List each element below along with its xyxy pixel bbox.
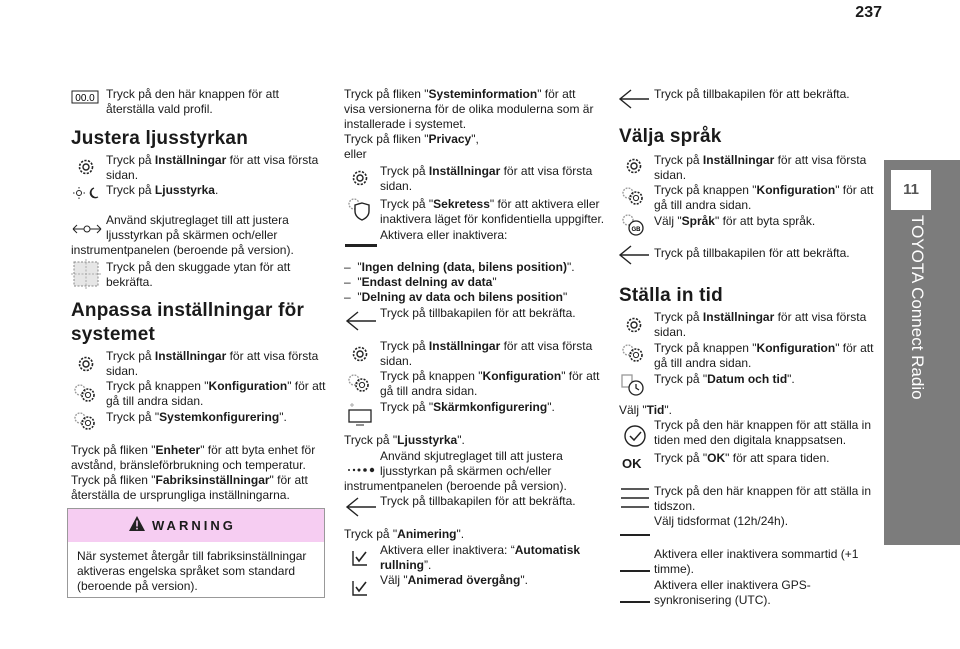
t1-text: Tryck på Inställningar för att visa första [654,310,867,324]
list-item-2: – "Endast delning av data" [344,275,497,289]
t5-text: Tryck på den här knappen för att ställa in [654,418,872,432]
checkbox-icon [352,580,368,601]
t4-text: Välj "Tid". [619,403,672,417]
b1-text: Tryck på Inställningar för att visa första [106,153,319,167]
b3b-text: ljusstyrkan på skärmen och/eller [106,228,278,242]
warning-text-1: När systemet återgår till fabriksinställningar [77,549,307,563]
brightness-icon [72,186,100,205]
t8-text: Välj tidsformat (12h/24h). [654,514,789,528]
heading-brightness: Justera ljusstyrkan [71,128,248,149]
e2b-text: rullning”. [380,558,432,572]
g1b-text: sidan. [654,168,687,182]
p1d-text: återställa de ursprungliga inställningarna. [71,488,290,502]
gear-icon [76,157,96,182]
d1-text: Tryck på "Ljusstyrka". [344,433,465,447]
b4b-text: bekräfta. [106,275,153,289]
d2c-text: instrumentpanelen (beroende på version). [344,479,567,493]
a6-text: Tryck på Inställningar för att visa första [380,164,593,178]
menu-icon [620,487,650,514]
t9b-text: timme). [654,562,694,576]
g2-text: Tryck på knappen "Konfiguration" för att [654,183,874,197]
s1-text: Tryck på Inställningar för att visa första [106,349,319,363]
brightness-dots-icon [346,461,376,479]
e3-text: Välj "Animerad övergång". [380,573,528,587]
back3-text: Tryck på tillbakapilen för att bekräfta. [654,246,850,260]
t2-text: Tryck på knappen "Konfiguration" för att [654,341,874,355]
back-arrow-icon [345,496,377,523]
chapter-number: 11 [891,170,931,210]
b3-text: Använd skjutreglaget till att justera [106,213,289,227]
chapter-title: TOYOTA Connect Radio [908,215,927,400]
gear-icon [624,156,644,181]
t6-text: Tryck på "OK" för att spara tiden. [654,451,830,465]
toggle-icon [620,560,650,578]
gear-pair-icon [72,382,98,409]
reset-text-2: återställa vald profil. [106,102,213,116]
c2b-text: gå till andra sidan. [380,384,478,398]
b2-text: Tryck på Ljusstyrka. [106,183,219,197]
toggle-icon [620,591,650,609]
gear-pair-icon [620,342,646,369]
back-arrow-icon [345,310,377,337]
t3-text: Tryck på "Datum och tid". [654,372,795,386]
calendar-icon [620,373,646,402]
g1-text: Tryck på Inställningar för att visa första [654,153,867,167]
heading-system-2: systemet [71,324,155,345]
reset-icon [71,90,99,109]
a2-text: visa versionerna för de olika modulerna som är [344,102,594,116]
back-arrow-icon [618,88,650,115]
c1-text: Tryck på Inställningar för att visa första [380,339,593,353]
t7-text: Tryck på den här knappen för att ställa in [654,484,872,498]
a4-text: Tryck på fliken "Privacy", [344,132,479,146]
e1-text: Tryck på "Animering". [344,527,465,541]
back2-text: Tryck på tillbakapilen för att bekräfta. [380,494,576,508]
t2b-text: gå till andra sidan. [654,356,752,370]
t9-text: Aktivera eller inaktivera sommartid (+1 [654,547,859,561]
a8-text: Aktivera eller inaktivera: [380,228,508,242]
p1-text: Tryck på fliken "Enheter" för att byta enhet för [71,443,316,457]
gear-icon [350,168,370,193]
gear-pair-icon [620,185,646,212]
b3c-text: instrumentpanelen (beroende på version). [71,243,294,257]
a1-text: Tryck på fliken "Systeminformation" för att [344,87,576,101]
d2-text: Använd skjutreglaget till att justera [380,449,563,463]
reset-text-1: Tryck på den här knappen för att [106,87,279,101]
gear-icon [624,315,644,340]
checkbox-icon [352,550,368,571]
t10b-text: synkronisering (UTC). [654,593,771,607]
slider-icon [72,222,102,240]
c1b-text: sidan. [380,354,413,368]
toggle-icon [345,237,377,255]
t1b-text: sidan. [654,325,687,339]
warning-header [68,509,324,542]
a3-text: installerade i systemet. [344,117,467,131]
back1-text: Tryck på tillbakapilen för att bekräfta. [380,306,576,320]
t10-text: Aktivera eller inaktivera GPS- [654,578,811,592]
warning-text-2: aktiveras engelska språket som standard [77,564,296,578]
heading-language: Välja språk [619,126,722,147]
a6b-text: sidan. [380,179,413,193]
shield-icon [346,197,372,226]
s2b-text: gå till andra sidan. [106,394,204,408]
flag-icon [620,213,646,242]
back-arrow-icon [618,244,650,271]
b1b-text: sidan. [106,168,139,182]
p1c-text: Tryck på fliken "Fabriksinställningar" för att [71,473,308,487]
s2-text: Tryck på knappen "Konfiguration" för att [106,379,326,393]
c3-text: Tryck på "Skärmkonfigurering". [380,400,555,414]
list-item-3: – "Delning av data och bilens position" [344,290,568,304]
clock-check-icon [622,424,648,453]
heading-time: Ställa in tid [619,285,723,306]
g3-text: Välj "Språk" för att byta språk. [654,214,816,228]
page-number: 237 [855,4,882,21]
a7-text: Tryck på "Sekretess" för att aktivera eller [380,197,600,211]
t5b-text: tiden med den digitala knappsatsen. [654,433,847,447]
screen-icon [346,402,374,431]
a7b-text: inaktivera läget för konfidentiella uppgifter. [380,212,605,226]
g2b-text: gå till andra sidan. [654,198,752,212]
warning-box [67,508,325,598]
b4-text: Tryck på den skuggade ytan för att [106,260,291,274]
s3-text: Tryck på "Systemkonfigurering". [106,410,287,424]
gear-icon [76,354,96,379]
svg-text:GB: GB [631,227,641,233]
d2b-text: ljusstyrkan på skärmen och/eller [380,464,552,478]
t7b-text: tidszon. [654,499,696,513]
a5-text: eller [344,147,367,161]
warning-icon [128,515,146,537]
warning-title: WARNING [152,518,236,533]
e2-text: Aktivera eller inaktivera: “Automatisk [380,543,581,557]
svg-text:00.0: 00.0 [75,93,95,104]
shaded-area-icon [71,259,101,294]
p1b-text: avstånd, bränsleförbrukning och temperatur. [71,458,306,472]
s1b-text: sidan. [106,364,139,378]
c2-text: Tryck på knappen "Konfiguration" för att [380,369,600,383]
warning-text-3: (beroende på version). [77,579,198,593]
ok-icon: OK [622,456,642,471]
gear-pair-icon [72,410,98,437]
gear-icon [350,344,370,369]
heading-system-1: Anpassa inställningar för [71,300,305,321]
list-item-1: – "Ingen delning (data, bilens position)". [344,260,575,274]
gear-pair-icon [346,372,372,399]
toggle-icon [620,524,650,542]
back0-text: Tryck på tillbakapilen för att bekräfta. [654,87,850,101]
